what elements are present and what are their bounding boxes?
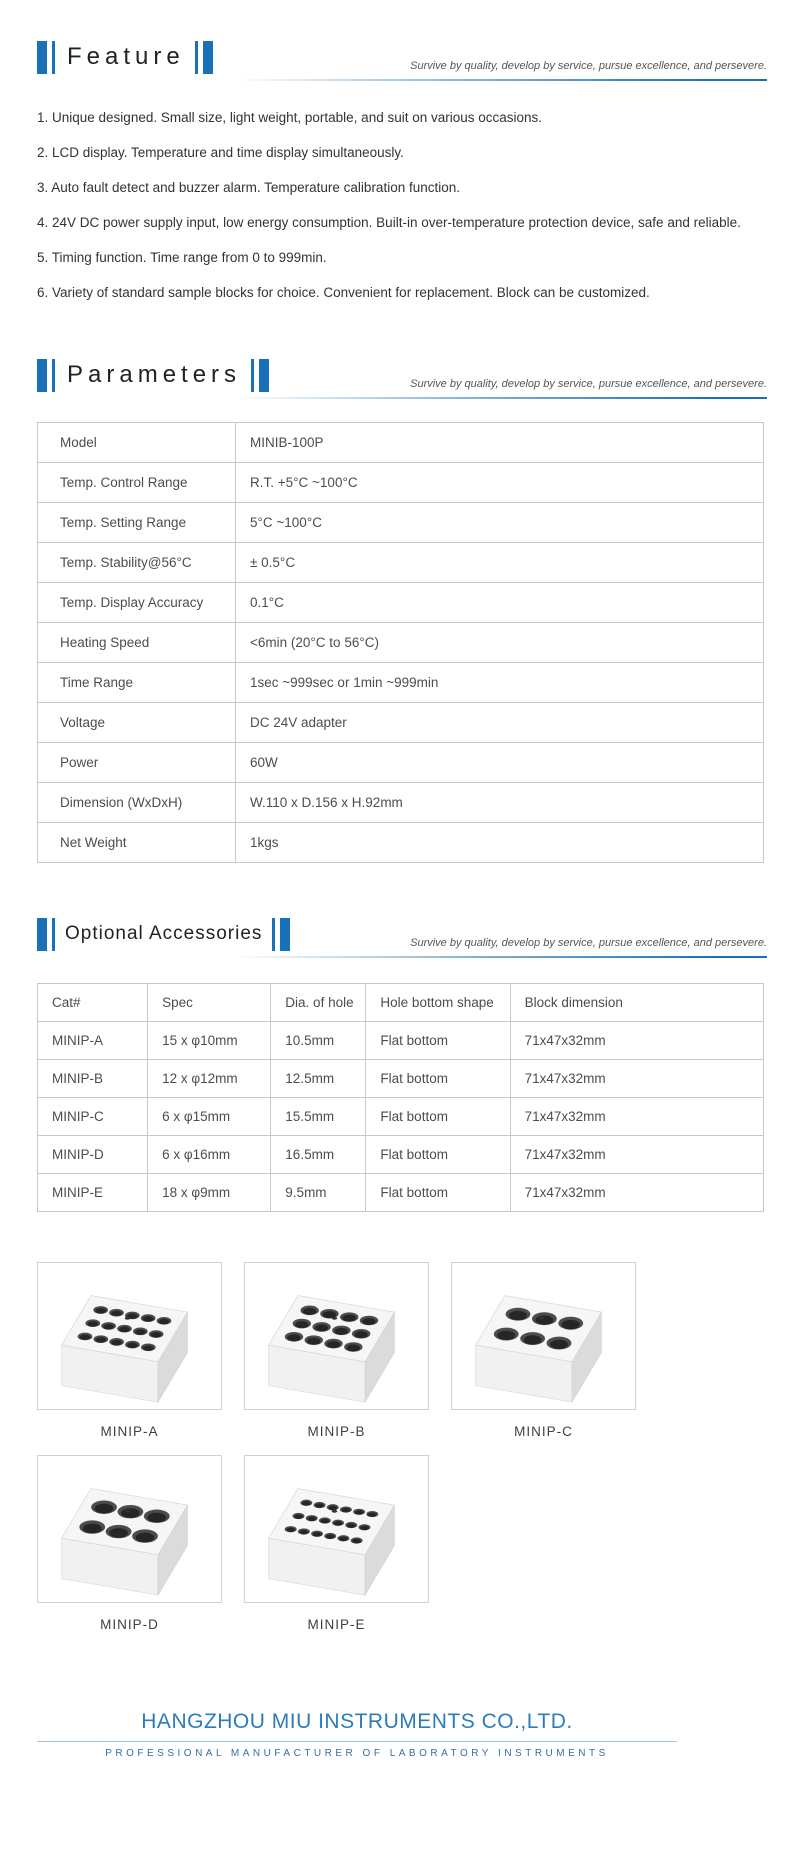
accent-bar-icon [37, 41, 47, 74]
section-header-parameters [37, 356, 767, 394]
block-image-minip-c [451, 1262, 636, 1410]
cell: 71x47x32mm [510, 1136, 763, 1174]
cell: 6 x φ16mm [148, 1136, 271, 1174]
feature-item: 5. Timing function. Time range from 0 to 999min. [37, 250, 327, 265]
table-row [38, 1022, 764, 1060]
param-value: R.T. +5°C ~100°C [236, 463, 764, 503]
table-row [38, 743, 764, 783]
gradient-divider [234, 79, 767, 81]
table-row [38, 1098, 764, 1136]
table-row [38, 1174, 764, 1212]
cell: 16.5mm [271, 1136, 366, 1174]
param-label: Voltage [38, 703, 236, 743]
param-value: ± 0.5°C [236, 543, 764, 583]
param-value: 5°C ~100°C [236, 503, 764, 543]
cell: Flat bottom [366, 1174, 510, 1212]
param-label: Dimension (WxDxH) [38, 783, 236, 823]
param-value: <6min (20°C to 56°C) [236, 623, 764, 663]
column-header: Block dimension [510, 984, 763, 1022]
block-image-minip-e [244, 1455, 429, 1603]
param-value: 1kgs [236, 823, 764, 863]
accent-bar-icon [203, 41, 213, 74]
block-image-row-1 [37, 1262, 767, 1439]
param-value: W.110 x D.156 x H.92mm [236, 783, 764, 823]
accent-bar-icon [52, 41, 55, 74]
cell: MINIP-D [38, 1136, 148, 1174]
section-title-accessories: Optional Accessories [65, 923, 263, 944]
param-value: 1sec ~999sec or 1min ~999min [236, 663, 764, 703]
gradient-divider [234, 956, 767, 958]
param-label: Power [38, 743, 236, 783]
block-figure [244, 1455, 429, 1632]
block-image-minip-a [37, 1262, 222, 1410]
section-header-accessories [37, 915, 767, 953]
param-value: 0.1°C [236, 583, 764, 623]
column-header: Spec [148, 984, 271, 1022]
cell: MINIP-B [38, 1060, 148, 1098]
table-header-row [38, 984, 764, 1022]
footer-subtitle: PROFESSIONAL MANUFACTURER OF LABORATORY INSTRUMENTS [105, 1748, 609, 1759]
column-header: Hole bottom shape [366, 984, 510, 1022]
feature-item: 1. Unique designed. Small size, light weight, portable, and suit on various occasions. [37, 110, 543, 125]
cell: Flat bottom [366, 1098, 510, 1136]
cell: 71x47x32mm [510, 1022, 763, 1060]
table-row [38, 543, 764, 583]
company-tagline: Survive by quality, develop by service, pursue excellence, and persevere. [410, 937, 767, 949]
block-caption: MINIP-E [307, 1617, 366, 1632]
accent-bar-icon [280, 918, 290, 951]
feature-item: 6. Variety of standard sample blocks for choice. Convenient for replacement. Block can be customized. [37, 285, 650, 300]
feature-item: 3. Auto fault detect and buzzer alarm. Temperature calibration function. [37, 180, 460, 195]
company-tagline: Survive by quality, develop by service, pursue excellence, and persevere. [410, 378, 767, 390]
param-value: DC 24V adapter [236, 703, 764, 743]
block-image-row-2 [37, 1455, 767, 1632]
block-image-minip-b [244, 1262, 429, 1410]
accent-bar-icon [195, 41, 198, 74]
cell: 9.5mm [271, 1174, 366, 1212]
table-row [38, 1060, 764, 1098]
param-value: 60W [236, 743, 764, 783]
cell: Flat bottom [366, 1136, 510, 1174]
feature-item: 2. LCD display. Temperature and time display simultaneously. [37, 145, 404, 160]
table-row [38, 783, 764, 823]
cell: 10.5mm [271, 1022, 366, 1060]
param-label: Time Range [38, 663, 236, 703]
table-row [38, 823, 764, 863]
accent-bar-icon [52, 359, 55, 392]
accent-bar-icon [272, 918, 275, 951]
cell: 71x47x32mm [510, 1060, 763, 1098]
block-figure [451, 1262, 636, 1439]
cell: 12 x φ12mm [148, 1060, 271, 1098]
block-caption: MINIP-C [514, 1424, 573, 1439]
param-label: Temp. Setting Range [38, 503, 236, 543]
column-header: Cat# [38, 984, 148, 1022]
table-row [38, 703, 764, 743]
section-header-feature [37, 38, 767, 76]
cell: 71x47x32mm [510, 1174, 763, 1212]
cell: MINIP-A [38, 1022, 148, 1060]
column-header: Dia. of hole [271, 984, 366, 1022]
accent-bar-icon [37, 918, 47, 951]
block-caption: MINIP-B [307, 1424, 366, 1439]
block-image-minip-d [37, 1455, 222, 1603]
table-row [38, 1136, 764, 1174]
param-value: MINIB-100P [236, 423, 764, 463]
cell: Flat bottom [366, 1060, 510, 1098]
param-label: Net Weight [38, 823, 236, 863]
cell: 6 x φ15mm [148, 1098, 271, 1136]
cell: 12.5mm [271, 1060, 366, 1098]
table-row [38, 663, 764, 703]
block-figure [37, 1262, 222, 1439]
param-label: Temp. Stability@56°C [38, 543, 236, 583]
cell: 15 x φ10mm [148, 1022, 271, 1060]
gradient-divider [234, 397, 767, 399]
param-label: Temp. Control Range [38, 463, 236, 503]
table-row [38, 623, 764, 663]
accessories-table [37, 983, 764, 1212]
accent-bar-icon [37, 359, 47, 392]
accent-bar-icon [52, 918, 55, 951]
parameters-table [37, 422, 764, 863]
section-title-parameters: Parameters [67, 361, 242, 388]
section-title-feature: Feature [67, 43, 185, 70]
block-figure [244, 1262, 429, 1439]
company-tagline: Survive by quality, develop by service, pursue excellence, and persevere. [410, 60, 767, 72]
footer-divider [37, 1741, 677, 1742]
block-caption: MINIP-A [100, 1424, 159, 1439]
footer [37, 1710, 677, 1759]
param-label: Temp. Display Accuracy [38, 583, 236, 623]
accent-bar-icon [259, 359, 269, 392]
cell: Flat bottom [366, 1022, 510, 1060]
company-name: HANGZHOU MIU INSTRUMENTS CO.,LTD. [141, 1710, 573, 1733]
accent-bar-icon [251, 359, 254, 392]
table-row [38, 583, 764, 623]
cell: 15.5mm [271, 1098, 366, 1136]
table-row [38, 503, 764, 543]
param-label: Model [38, 423, 236, 463]
cell: 71x47x32mm [510, 1098, 763, 1136]
block-caption: MINIP-D [100, 1617, 159, 1632]
block-figure [37, 1455, 222, 1632]
feature-item: 4. 24V DC power supply input, low energy consumption. Built-in over-temperature protection device, safe and reliable. [37, 215, 741, 230]
cell: MINIP-C [38, 1098, 148, 1136]
feature-list [37, 100, 767, 310]
cell: 18 x φ9mm [148, 1174, 271, 1212]
cell: MINIP-E [38, 1174, 148, 1212]
table-row [38, 423, 764, 463]
table-row [38, 463, 764, 503]
param-label: Heating Speed [38, 623, 236, 663]
